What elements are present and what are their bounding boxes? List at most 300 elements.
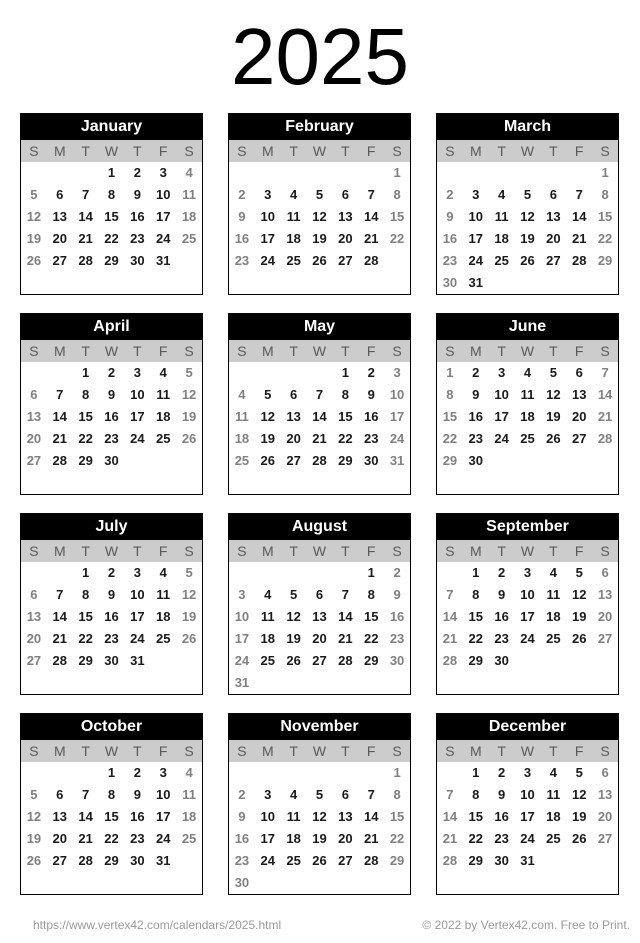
date-cell — [358, 762, 384, 784]
date-cell: 27 — [597, 631, 613, 646]
date-cell — [47, 562, 73, 584]
date-cell: 21 — [363, 831, 379, 846]
date-cell — [566, 850, 592, 872]
date-cell: 3 — [264, 787, 272, 802]
date-cell: 25 — [260, 653, 275, 668]
date-cell: 30 — [494, 853, 509, 868]
date-cell: 28 — [338, 653, 353, 668]
date-cell: 11 — [286, 809, 301, 824]
weekday-label: T — [497, 143, 506, 159]
date-cell: 27 — [597, 831, 613, 846]
date-cell: 13 — [546, 209, 561, 224]
footer-copyright: © 2022 by Vertex42.com. Free to Print. — [422, 918, 630, 932]
date-cell: 30 — [363, 453, 379, 468]
date-cell: 9 — [238, 209, 246, 224]
date-cell: 24 — [155, 231, 171, 246]
date-cell: 25 — [155, 631, 171, 646]
date-cell: 31 — [234, 675, 250, 690]
date-cell: 18 — [494, 231, 509, 246]
date-cell: 13 — [312, 609, 327, 624]
date-cell: 17 — [130, 609, 145, 624]
date-cell: 23 — [234, 253, 250, 268]
date-cell: 9 — [133, 787, 141, 802]
date-cell: 21 — [338, 631, 353, 646]
date-cell — [332, 872, 358, 894]
date-cell: 12 — [571, 587, 587, 602]
date-cell: 26 — [520, 253, 535, 268]
date-cell: 19 — [571, 809, 587, 824]
date-cell — [281, 162, 307, 184]
date-cell: 19 — [181, 609, 197, 624]
date-cell: 28 — [52, 653, 67, 668]
date-cell: 20 — [597, 609, 613, 624]
date-cell: 22 — [78, 431, 93, 446]
weekday-header-row — [21, 340, 202, 362]
date-cell: 31 — [130, 653, 145, 668]
date-cell: 29 — [78, 653, 93, 668]
weekday-label: T — [549, 143, 558, 159]
date-cell: 13 — [338, 809, 353, 824]
date-cell: 3 — [238, 587, 246, 602]
weekday-label: W — [312, 743, 327, 759]
date-cell: 16 — [494, 809, 509, 824]
date-cell: 13 — [26, 609, 42, 624]
weekday-label: F — [574, 143, 584, 159]
month-calendar — [20, 513, 203, 695]
date-cell — [566, 272, 592, 294]
weekday-label: T — [81, 743, 90, 759]
weekday-label: S — [184, 743, 194, 759]
date-cell: 29 — [389, 853, 405, 868]
date-cell — [281, 362, 307, 384]
date-cell: 27 — [286, 453, 301, 468]
weekday-label: F — [366, 343, 376, 359]
dates-grid — [229, 762, 410, 894]
date-cell: 13 — [52, 209, 67, 224]
date-cell: 8 — [393, 187, 401, 202]
date-cell — [515, 650, 541, 672]
weekday-label: S — [392, 743, 402, 759]
date-cell — [358, 672, 384, 694]
date-cell: 26 — [312, 253, 327, 268]
date-cell: 5 — [290, 587, 298, 602]
date-cell: 1 — [393, 165, 401, 180]
date-cell: 3 — [159, 765, 167, 780]
date-cell: 18 — [181, 209, 197, 224]
date-cell: 21 — [52, 431, 67, 446]
date-cell: 2 — [107, 565, 116, 580]
dates-grid — [21, 362, 202, 472]
weekday-label: F — [366, 543, 376, 559]
date-cell: 19 — [26, 231, 42, 246]
date-cell: 21 — [597, 409, 613, 424]
weekday-label: S — [29, 143, 39, 159]
date-cell: 10 — [389, 387, 405, 402]
date-cell: 24 — [260, 853, 275, 868]
date-cell: 18 — [286, 231, 301, 246]
date-cell: 6 — [30, 387, 38, 402]
date-cell: 6 — [549, 187, 557, 202]
date-cell: 23 — [104, 631, 119, 646]
date-cell: 17 — [494, 409, 509, 424]
date-cell — [21, 562, 47, 584]
date-cell: 14 — [597, 387, 613, 402]
weekday-label: T — [341, 543, 350, 559]
date-cell: 21 — [312, 431, 327, 446]
weekday-label: T — [133, 143, 142, 159]
month-name: April — [21, 314, 202, 340]
date-cell: 10 — [130, 387, 145, 402]
date-cell: 20 — [26, 631, 42, 646]
date-cell: 2 — [133, 765, 141, 780]
date-cell — [21, 362, 47, 384]
date-cell: 25 — [181, 831, 197, 846]
date-cell: 11 — [156, 587, 171, 602]
weekday-header-row — [21, 140, 202, 162]
date-cell: 29 — [468, 853, 483, 868]
date-cell: 1 — [82, 365, 90, 380]
weekday-label: S — [600, 743, 610, 759]
date-cell: 6 — [56, 187, 64, 202]
weekday-label: T — [549, 743, 558, 759]
date-cell: 19 — [312, 831, 327, 846]
date-cell: 21 — [363, 231, 379, 246]
date-cell: 22 — [104, 831, 119, 846]
date-cell: 27 — [312, 653, 327, 668]
date-cell: 9 — [393, 587, 401, 602]
date-cell — [21, 162, 47, 184]
date-cell: 3 — [159, 165, 167, 180]
date-cell: 18 — [520, 409, 535, 424]
date-cell: 18 — [155, 609, 171, 624]
date-cell: 2 — [498, 765, 506, 780]
weekday-label: S — [29, 743, 39, 759]
date-cell: 19 — [312, 231, 327, 246]
date-cell: 23 — [494, 831, 509, 846]
date-cell — [47, 162, 73, 184]
date-cell — [150, 450, 176, 472]
date-cell: 10 — [155, 787, 171, 802]
date-cell: 21 — [78, 831, 93, 846]
date-cell: 23 — [389, 631, 405, 646]
date-cell: 25 — [286, 853, 301, 868]
date-cell: 26 — [181, 631, 197, 646]
date-cell: 15 — [442, 409, 458, 424]
weekday-label: T — [81, 543, 90, 559]
date-cell: 9 — [472, 387, 480, 402]
date-cell: 13 — [597, 787, 613, 802]
date-cell — [281, 562, 307, 584]
month-calendar — [20, 313, 203, 495]
date-cell: 2 — [393, 565, 401, 580]
date-cell: 16 — [130, 809, 145, 824]
weekday-label: M — [261, 343, 274, 359]
date-cell: 7 — [601, 365, 609, 380]
weekday-label: F — [574, 543, 584, 559]
date-cell: 8 — [601, 187, 609, 202]
date-cell: 2 — [367, 365, 375, 380]
month-name: January — [21, 114, 202, 140]
date-cell — [176, 450, 202, 472]
date-cell: 30 — [234, 875, 250, 890]
date-cell: 15 — [104, 209, 119, 224]
date-cell: 12 — [571, 787, 587, 802]
weekday-header-row — [437, 340, 618, 362]
date-cell: 17 — [234, 631, 250, 646]
date-cell — [47, 762, 73, 784]
date-cell — [540, 450, 566, 472]
date-cell: 26 — [571, 631, 587, 646]
weekday-label: S — [392, 343, 402, 359]
date-cell: 23 — [130, 831, 145, 846]
date-cell: 10 — [130, 587, 145, 602]
date-cell: 5 — [185, 365, 193, 380]
month-name: July — [21, 514, 202, 540]
date-cell: 11 — [260, 609, 275, 624]
date-cell — [358, 872, 384, 894]
date-cell: 4 — [159, 365, 167, 380]
date-cell: 14 — [52, 609, 67, 624]
date-cell: 14 — [363, 809, 379, 824]
date-cell: 22 — [338, 431, 353, 446]
date-cell: 9 — [107, 587, 116, 602]
date-cell — [384, 872, 410, 894]
calendar-grid — [20, 113, 640, 895]
date-cell: 30 — [104, 453, 119, 468]
date-cell: 20 — [286, 431, 301, 446]
date-cell: 9 — [238, 809, 246, 824]
date-cell: 8 — [107, 187, 116, 202]
date-cell: 18 — [155, 409, 171, 424]
weekday-label: S — [445, 543, 455, 559]
date-cell: 2 — [472, 365, 480, 380]
dates-grid — [21, 162, 202, 272]
date-cell: 7 — [367, 187, 375, 202]
date-cell: 12 — [181, 587, 197, 602]
date-cell: 13 — [26, 409, 42, 424]
date-cell — [592, 850, 618, 872]
date-cell: 18 — [234, 431, 250, 446]
weekday-header-row — [437, 140, 618, 162]
date-cell: 14 — [442, 809, 458, 824]
date-cell: 27 — [571, 431, 587, 446]
weekday-label: M — [469, 143, 482, 159]
date-cell — [437, 562, 463, 584]
month-name: February — [229, 114, 410, 140]
weekday-label: F — [574, 343, 584, 359]
date-cell: 19 — [546, 409, 561, 424]
date-cell: 5 — [523, 187, 532, 202]
date-cell: 28 — [442, 853, 458, 868]
date-cell: 22 — [78, 631, 93, 646]
date-cell: 4 — [290, 787, 298, 802]
date-cell: 17 — [260, 831, 275, 846]
date-cell: 12 — [26, 209, 42, 224]
date-cell: 3 — [133, 365, 141, 380]
date-cell: 13 — [286, 409, 301, 424]
date-cell — [229, 362, 255, 384]
date-cell — [281, 872, 307, 894]
date-cell: 19 — [520, 231, 535, 246]
date-cell: 27 — [338, 253, 353, 268]
month-calendar — [436, 113, 619, 295]
weekday-label: W — [520, 343, 535, 359]
date-cell: 30 — [130, 853, 145, 868]
date-cell: 1 — [82, 565, 90, 580]
date-cell — [281, 762, 307, 784]
date-cell: 26 — [286, 653, 301, 668]
date-cell: 1 — [367, 565, 375, 580]
date-cell: 3 — [393, 365, 401, 380]
date-cell: 30 — [494, 653, 509, 668]
date-cell: 28 — [312, 453, 327, 468]
date-cell — [307, 672, 333, 694]
date-cell — [307, 562, 333, 584]
date-cell: 19 — [260, 431, 275, 446]
month-name: May — [229, 314, 410, 340]
date-cell: 22 — [363, 631, 379, 646]
weekday-label: S — [392, 143, 402, 159]
date-cell — [307, 872, 333, 894]
date-cell: 12 — [26, 809, 42, 824]
date-cell: 8 — [82, 587, 90, 602]
weekday-header-row — [437, 540, 618, 562]
weekday-label: T — [341, 343, 350, 359]
date-cell: 30 — [104, 653, 119, 668]
date-cell: 27 — [546, 253, 561, 268]
weekday-header-row — [21, 540, 202, 562]
weekday-label: W — [312, 543, 327, 559]
weekday-label: F — [158, 143, 168, 159]
month-calendar — [436, 713, 619, 895]
weekday-label: S — [237, 543, 247, 559]
date-cell: 24 — [234, 653, 250, 668]
date-cell: 15 — [78, 609, 93, 624]
date-cell: 27 — [26, 453, 42, 468]
date-cell: 15 — [104, 809, 119, 824]
date-cell: 10 — [520, 787, 535, 802]
date-cell: 7 — [315, 387, 324, 402]
date-cell — [255, 762, 281, 784]
date-cell — [255, 872, 281, 894]
month-calendar — [20, 713, 203, 895]
date-cell — [592, 450, 618, 472]
date-cell: 7 — [56, 387, 64, 402]
weekday-label: W — [104, 743, 119, 759]
weekday-label: M — [261, 743, 274, 759]
date-cell: 13 — [597, 587, 613, 602]
date-cell: 22 — [597, 231, 613, 246]
date-cell: 28 — [78, 253, 93, 268]
date-cell: 11 — [182, 187, 196, 202]
date-cell — [255, 562, 281, 584]
date-cell: 9 — [498, 787, 506, 802]
date-cell: 11 — [156, 387, 171, 402]
date-cell: 5 — [30, 787, 38, 802]
date-cell: 8 — [472, 787, 480, 802]
date-cell: 28 — [442, 653, 458, 668]
dates-grid — [437, 562, 618, 672]
date-cell: 5 — [575, 765, 583, 780]
date-cell: 26 — [260, 453, 275, 468]
date-cell: 27 — [52, 853, 67, 868]
date-cell: 4 — [185, 165, 193, 180]
weekday-label: M — [261, 143, 274, 159]
date-cell: 5 — [315, 187, 324, 202]
date-cell: 17 — [130, 409, 145, 424]
date-cell: 7 — [446, 587, 454, 602]
weekday-label: M — [53, 143, 66, 159]
month-calendar — [436, 513, 619, 695]
date-cell: 20 — [338, 831, 353, 846]
date-cell: 6 — [315, 587, 324, 602]
date-cell: 20 — [26, 431, 42, 446]
date-cell: 1 — [393, 765, 401, 780]
date-cell: 22 — [104, 231, 119, 246]
date-cell: 25 — [286, 253, 301, 268]
date-cell: 21 — [442, 631, 458, 646]
date-cell: 15 — [597, 209, 613, 224]
date-cell: 5 — [549, 365, 557, 380]
date-cell: 26 — [26, 853, 42, 868]
date-cell — [489, 450, 515, 472]
date-cell: 1 — [107, 765, 116, 780]
date-cell — [437, 162, 463, 184]
weekday-label: W — [104, 343, 119, 359]
date-cell: 29 — [597, 253, 613, 268]
weekday-label: S — [445, 143, 455, 159]
month-name: November — [229, 714, 410, 740]
month-calendar — [228, 313, 411, 495]
date-cell: 15 — [78, 409, 93, 424]
date-cell: 6 — [30, 587, 38, 602]
weekday-label: T — [289, 343, 298, 359]
weekday-header-row — [229, 740, 410, 762]
date-cell: 14 — [363, 209, 379, 224]
date-cell: 24 — [520, 631, 535, 646]
date-cell — [566, 162, 592, 184]
weekday-label: W — [520, 743, 535, 759]
weekday-label: T — [133, 543, 142, 559]
weekday-label: M — [53, 543, 66, 559]
weekday-label: W — [104, 543, 119, 559]
weekday-label: W — [312, 143, 327, 159]
date-cell: 22 — [389, 231, 405, 246]
date-cell: 7 — [56, 587, 64, 602]
date-cell: 19 — [286, 631, 301, 646]
date-cell: 9 — [133, 187, 141, 202]
date-cell — [592, 272, 618, 294]
weekday-label: S — [600, 543, 610, 559]
date-cell: 9 — [107, 387, 116, 402]
date-cell: 3 — [523, 565, 532, 580]
weekday-label: T — [81, 343, 90, 359]
date-cell: 28 — [363, 253, 379, 268]
date-cell: 9 — [498, 587, 506, 602]
date-cell — [332, 672, 358, 694]
weekday-header-row — [437, 740, 618, 762]
date-cell: 16 — [234, 231, 250, 246]
weekday-label: S — [600, 343, 610, 359]
weekday-label: S — [237, 743, 247, 759]
date-cell: 16 — [234, 831, 250, 846]
date-cell: 17 — [260, 231, 275, 246]
date-cell: 7 — [446, 787, 454, 802]
date-cell: 16 — [494, 609, 509, 624]
date-cell: 7 — [575, 187, 583, 202]
date-cell: 2 — [133, 165, 141, 180]
date-cell: 18 — [546, 609, 561, 624]
